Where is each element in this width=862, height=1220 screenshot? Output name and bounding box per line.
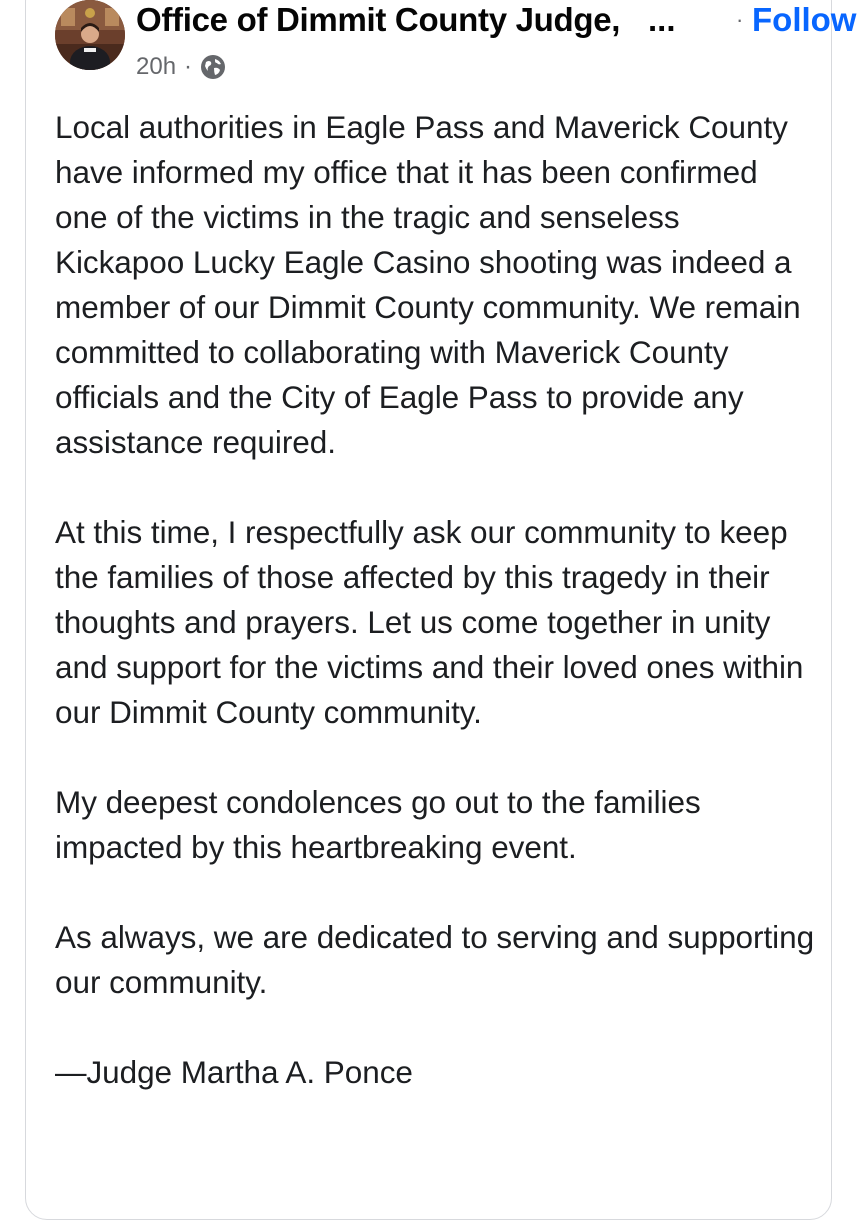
post-paragraph-3: My deepest condolences go out to the families impacted by this heartbreaking event. (55, 784, 701, 865)
post-paragraph-2: At this time, I respectfully ask our community to keep the families of those affected by this tragedy in their thoughts and prayers. Let us come together in unity and support for the victims and their loved ones within our Dimmit County community. (55, 514, 804, 730)
meta-separator: · (184, 53, 193, 80)
post-meta (136, 52, 226, 82)
globe-icon[interactable] (200, 54, 226, 80)
post-header (55, 0, 857, 90)
page-name-link[interactable]: Office of Dimmit County Judge, (136, 1, 621, 38)
follow-button[interactable]: Follow (752, 1, 857, 38)
post-body (55, 105, 815, 1095)
name-truncation: ... (648, 1, 676, 38)
post-paragraph-4: As always, we are dedicated to serving and supporting our community. (55, 919, 815, 1000)
page-avatar[interactable] (55, 0, 125, 70)
post-paragraph-1: Local authorities in Eagle Pass and Maverick County have informed my office that it has been confirmed one of the victims in the tragic and senseless Kickapoo Lucky Eagle Casino shooting was indeed a member of our Dimmit County community. We remain committed to collaborating with Maverick County officials and the City of Eagle Pass to provide any assistance required. (55, 109, 801, 460)
avatar-photo-icon (55, 0, 125, 70)
header-separator: · (736, 7, 744, 32)
post-signature: —Judge Martha A. Ponce (55, 1054, 413, 1090)
post-timestamp[interactable]: 20h (136, 53, 177, 80)
